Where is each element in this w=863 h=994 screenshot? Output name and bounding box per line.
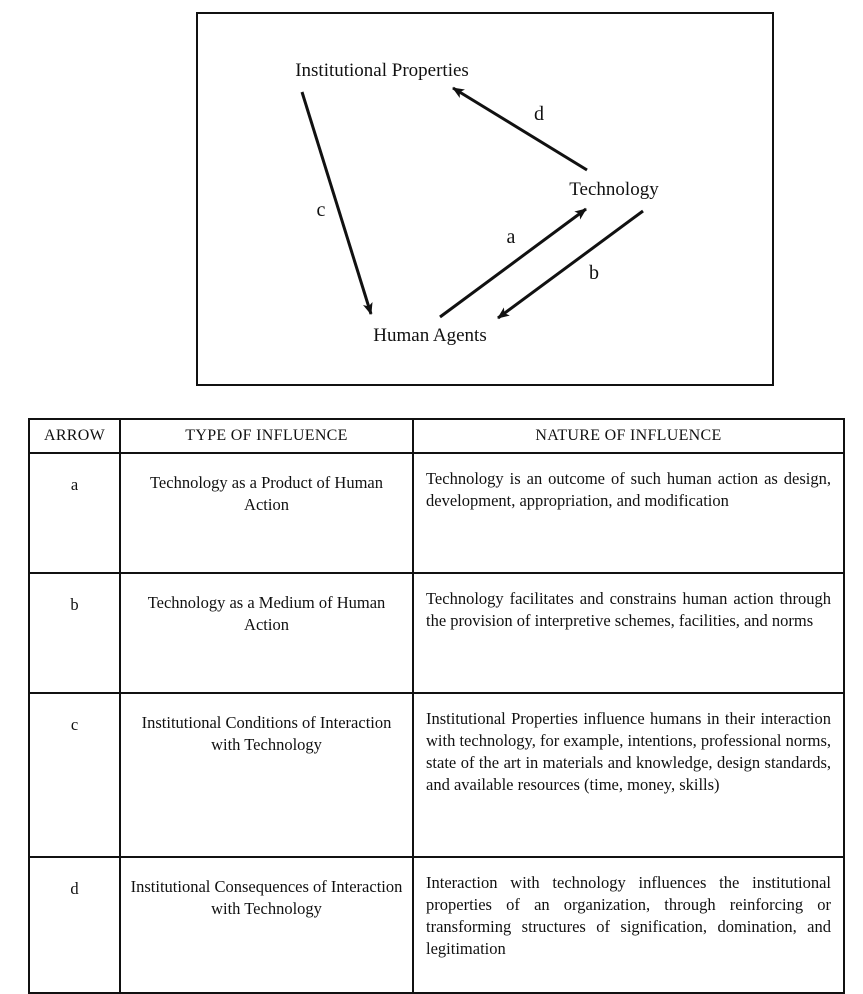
table-row [29, 693, 844, 857]
arrow-d [453, 88, 587, 170]
cell-nature: Interaction with technology influences the institutional properties of an organization, through reinforcing or transforming structures of signification, domination, and legitimation [413, 857, 844, 993]
table-header-row [29, 419, 844, 453]
cell-arrow: d [29, 857, 120, 993]
cell-nature: Institutional Properties influence humans in their interaction with technology, for example, intentions, professional norms, state of the art in materials and knowledge, design standards, and available resources (time, money, skills) [413, 693, 844, 857]
arrow-label-d: d [534, 103, 544, 125]
node-institutional-properties: Institutional Properties [295, 60, 469, 81]
arrow-b [498, 211, 643, 318]
header-arrow: ARROW [29, 419, 120, 453]
arrow-label-c: c [316, 199, 326, 221]
header-nature-of-influence: NATURE OF INFLUENCE [413, 419, 844, 453]
cell-arrow: a [29, 453, 120, 573]
cell-nature: Technology facilitates and constrains human action through the provision of interpretive schemes, facilities, and norms [413, 573, 844, 693]
cell-arrow: c [29, 693, 120, 857]
arrow-label-a: a [506, 226, 516, 248]
cell-type: Institutional Consequences of Interaction with Technology [120, 857, 413, 993]
cell-type: Technology as a Product of Human Action [120, 453, 413, 573]
arrow-label-b: b [589, 262, 599, 284]
table-row [29, 573, 844, 693]
node-technology: Technology [569, 179, 659, 200]
cell-type: Institutional Conditions of Interaction with Technology [120, 693, 413, 857]
cell-nature: Technology is an outcome of such human action as design, development, appropriation, and modification [413, 453, 844, 573]
table-row [29, 453, 844, 573]
table-row [29, 857, 844, 993]
arrow-c [302, 92, 371, 314]
cell-type: Technology as a Medium of Human Action [120, 573, 413, 693]
cell-arrow: b [29, 573, 120, 693]
header-type-of-influence: TYPE OF INFLUENCE [120, 419, 413, 453]
influence-table [28, 418, 845, 994]
node-human-agents: Human Agents [373, 325, 487, 346]
